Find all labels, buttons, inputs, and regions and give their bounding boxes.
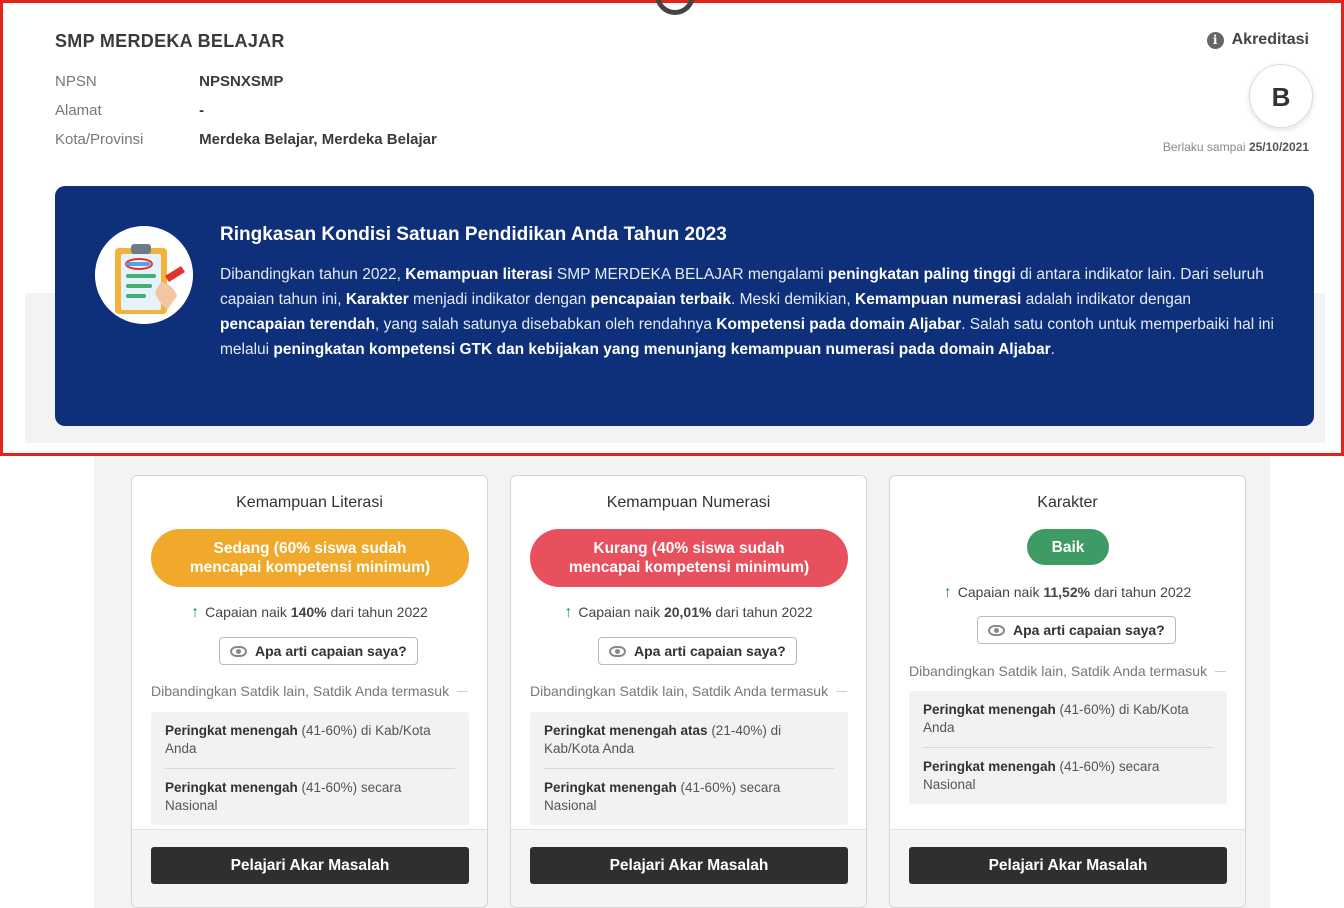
card-title: Karakter [1037,494,1098,511]
arrow-up-icon: ↑ [943,584,952,601]
rank-bold: Peringkat menengah [923,759,1056,774]
card-footer [132,829,487,907]
rank-item-nasional [923,747,1213,804]
delta-value: 11,52% [1043,584,1091,600]
info-label: Alamat [55,102,102,119]
status-badge: Kurang (40% siswa sudah mencapai kompetensi minimum) [530,529,848,587]
rank-rest: (41-60%) secara Nasional [544,780,781,813]
rank-bold: Peringkat menengah [544,780,677,795]
info-icon: i [1207,32,1224,49]
arrow-up-icon: ↑ [191,604,200,621]
rank-item-kab-kota [923,691,1213,747]
rank-rest: (41-60%) di Kab/Kota Anda [923,702,1189,735]
indicator-card-numerasi [510,475,867,908]
eye-icon [609,646,626,657]
accreditation-validity [1163,140,1309,154]
rank-item-nasional [544,768,834,825]
summary-highlight: Kemampuan numerasi [855,291,1022,308]
summary-fragment: . Meski demikian, [730,291,856,308]
achievement-delta [511,604,866,622]
rank-bold: Peringkat menengah [165,780,298,795]
indicator-card-karakter [889,475,1246,908]
rank-bold: Peringkat menengah atas [544,723,708,738]
rank-rest: (41-60%) secara Nasional [165,780,402,813]
summary-fragment: Dibandingkan tahun 2022, [220,266,406,283]
info-value: - [199,102,205,119]
validity-date: 25/10/2021 [1248,140,1309,154]
rank-box [530,712,848,825]
help-button[interactable] [977,616,1176,644]
compare-label [151,683,468,699]
summary-text [220,262,1280,362]
help-label: Apa arti capaian saya? [634,643,786,659]
card-title: Kemampuan Literasi [236,494,383,511]
study-root-cause-button[interactable]: Pelajari Akar Masalah [530,847,848,884]
delta-suffix: dari tahun 2022 [711,604,813,620]
delta-value: 140% [290,604,327,620]
card-title: Kemampuan Numerasi [606,494,771,511]
clipboard-illustration-icon [95,226,193,324]
delta-prefix: Capaian naik [578,604,664,620]
card-footer [890,829,1245,907]
summary-highlight: peningkatan paling tinggi [827,266,1016,283]
accreditation-info-toggle[interactable] [1207,31,1309,49]
help-label: Apa arti capaian saya? [255,643,407,659]
eye-icon [988,625,1005,636]
help-button[interactable] [598,637,797,665]
rank-rest: (41-60%) di Kab/Kota Anda [165,723,431,756]
summary-fragment: SMP MERDEKA BELAJAR mengalami [552,266,828,283]
accreditation-label: Akreditasi [1231,31,1309,48]
info-row-alamat [55,102,204,119]
compare-text: Dibandingkan Satdik lain, Satdik Anda termasuk [151,683,450,699]
summary-fragment: adalah indikator dengan [1021,291,1192,308]
summary-fragment: . Salah satu contoh untuk memperbaiki hal ini melalui [220,316,1274,358]
info-value: Merdeka Belajar, Merdeka Belajar [199,131,437,148]
info-row-npsn [55,73,283,90]
delta-suffix: dari tahun 2022 [1090,584,1192,600]
status-badge: Sedang (60% siswa sudah mencapai kompetensi minimum) [151,529,469,587]
delta-value: 20,01% [663,604,712,620]
rank-item-nasional [165,768,455,825]
info-label: NPSN [55,73,97,90]
eye-icon [230,646,247,657]
summary-fragment: menjadi indikator dengan [408,291,591,308]
summary-fragment: . [1050,341,1055,358]
rank-rest: (41-60%) secara Nasional [923,759,1160,792]
summary-highlight: Kompetensi pada domain Aljabar [716,316,962,333]
school-name: SMP MERDEKA BELAJAR [55,31,285,51]
info-row-kota-provinsi [55,131,437,148]
info-value: NPSNXSMP [199,73,284,90]
rank-bold: Peringkat menengah [923,702,1056,717]
delta-prefix: Capaian naik [957,584,1044,600]
compare-label [909,663,1226,679]
compare-label [530,683,847,699]
summary-banner [55,186,1314,426]
summary-title: Ringkasan Kondisi Satuan Pendidikan Anda Tahun 2023 [220,224,727,245]
info-label: Kota/Provinsi [55,131,144,148]
validity-prefix: Berlaku sampai [1162,140,1246,154]
summary-highlight: Kemampuan literasi [405,266,553,283]
delta-suffix: dari tahun 2022 [326,604,428,620]
rank-item-kab-kota [544,712,834,768]
status-badge: Baik [1027,529,1109,565]
help-label: Apa arti capaian saya? [1013,622,1165,638]
summary-fragment: di antara indikator lain. Dari seluruh capaian tahun ini, [220,266,1264,308]
rank-box [151,712,469,825]
achievement-delta [890,584,1245,602]
rank-rest: (21-40%) di Kab/Kota Anda [544,723,782,756]
loading-spinner-icon [655,0,695,15]
achievement-delta [132,604,487,622]
study-root-cause-button[interactable]: Pelajari Akar Masalah [909,847,1227,884]
compare-text: Dibandingkan Satdik lain, Satdik Anda termasuk [530,683,829,699]
rank-item-kab-kota [165,712,455,768]
summary-highlight: pencapaian terendah [220,316,376,333]
arrow-up-icon: ↑ [564,604,573,621]
summary-fragment: , yang salah satunya disebabkan oleh rendahnya [375,316,717,333]
delta-prefix: Capaian naik [205,604,291,620]
help-button[interactable] [219,637,418,665]
accreditation-grade-badge: B [1249,64,1313,128]
rank-box [909,691,1227,804]
rank-bold: Peringkat menengah [165,723,298,738]
indicator-card-literasi [131,475,488,908]
summary-highlight: peningkatan kompetensi GTK dan kebijakan yang menunjang kemampuan numerasi pada domain Aljabar [273,341,1051,358]
card-footer [511,829,866,907]
study-root-cause-button[interactable]: Pelajari Akar Masalah [151,847,469,884]
compare-text: Dibandingkan Satdik lain, Satdik Anda termasuk [909,663,1208,679]
summary-highlight: pencapaian terbaik [590,291,731,308]
summary-highlight: Karakter [345,291,409,308]
